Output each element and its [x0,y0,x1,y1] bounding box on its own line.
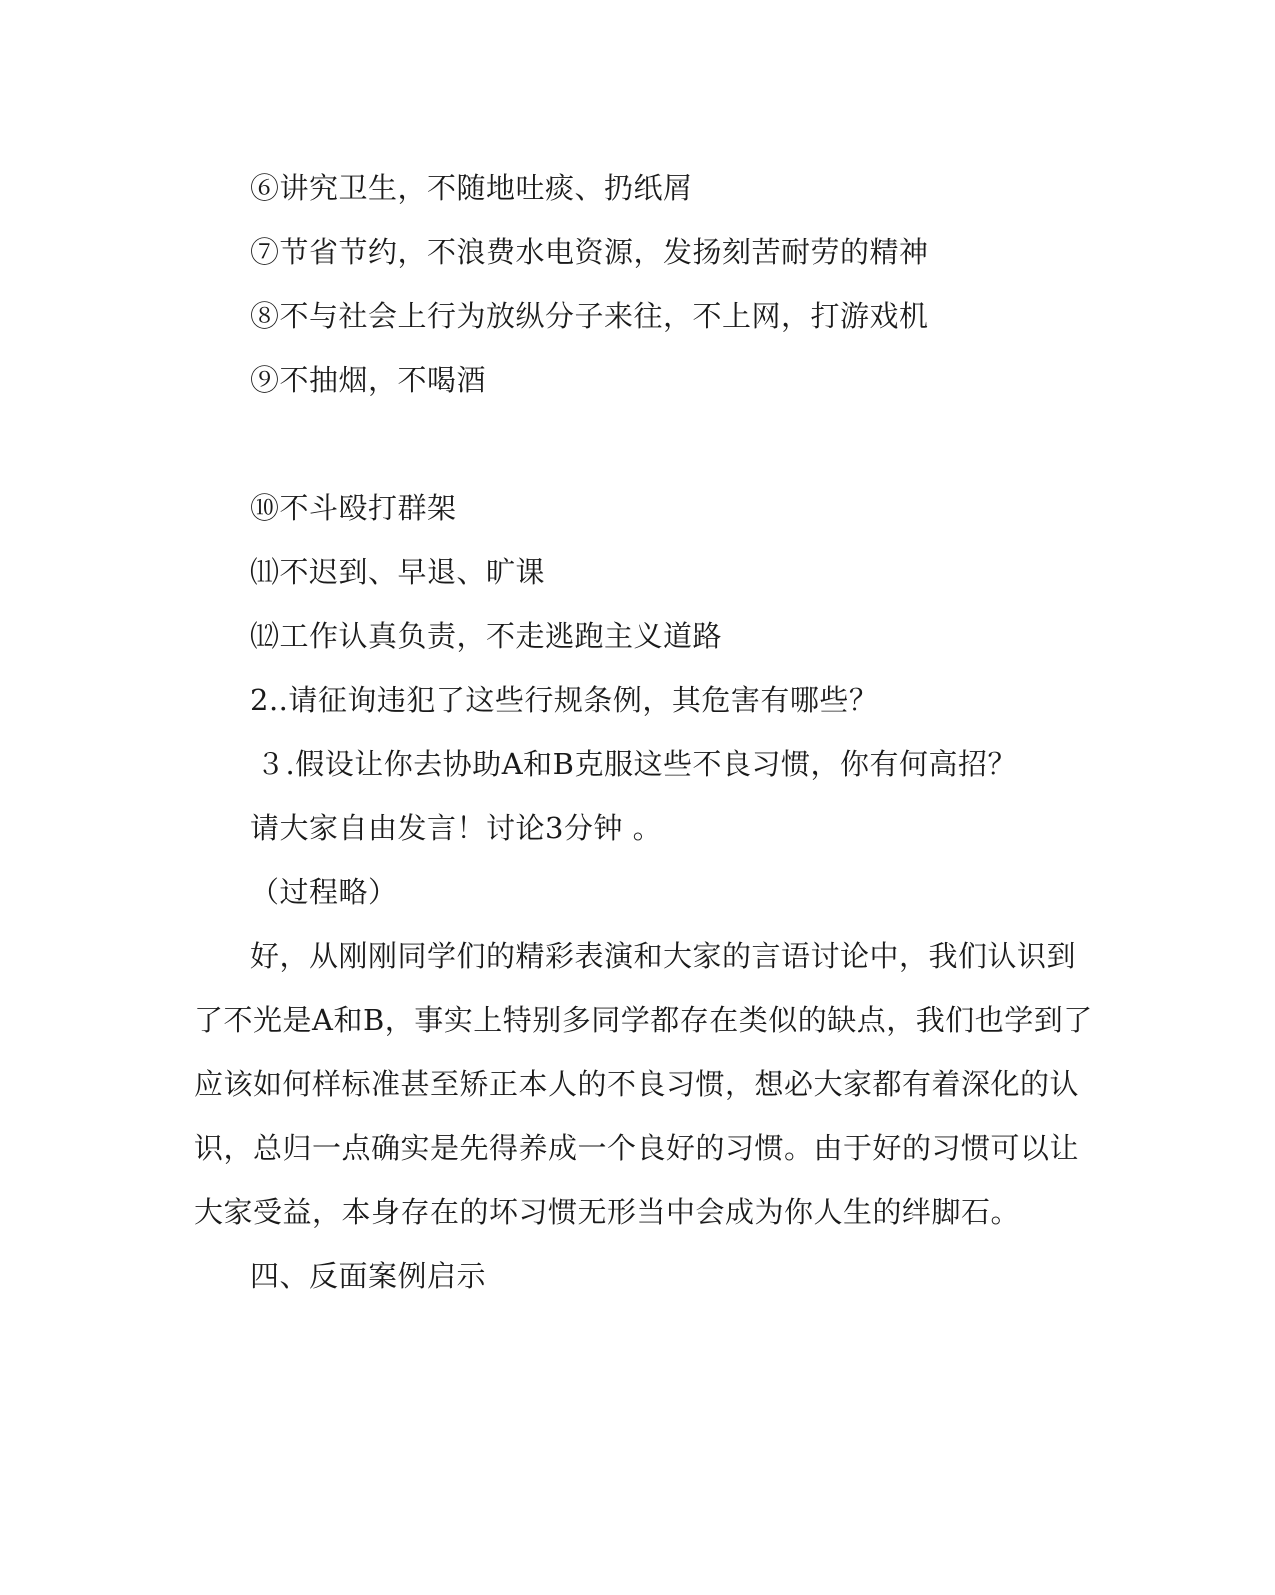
summary-line-3: 应该如何样标准甚至矫正本人的不良习惯，想必大家都有着深化的认 [194,1067,1080,1101]
rule-item-12: ⑿工作认真负责，不走逃跑主义道路 [250,619,723,653]
rule-item-9: ⑨不抽烟，不喝酒 [250,363,487,397]
summary-line-1: 好，从刚刚同学们的精彩表演和大家的言语讨论中，我们认识到 [250,939,1077,973]
summary-line-5: 大家受益，本身存在的坏习惯无形当中会成为你人生的绊脚石。 [194,1195,1021,1229]
rule-item-6: ⑥讲究卫生，不随地吐痰、扔纸屑 [250,171,693,205]
question-3: ３.假设让你去协助A和B克服这些不良习惯，你有何高招？ [256,747,1017,781]
summary-line-4: 识，总归一点确实是先得养成一个良好的习惯。由于好的习惯可以让 [194,1131,1080,1165]
summary-line-2: 了不光是A和B，事实上特别多同学都存在类似的缺点，我们也学到了 [194,1003,1093,1037]
process-note: （过程略） [250,875,398,909]
discussion-prompt: 请大家自由发言！讨论3分钟 。 [250,811,663,845]
rule-item-8: ⑧不与社会上行为放纵分子来往，不上网，打游戏机 [250,299,929,333]
section-heading: 四、反面案例启示 [250,1259,487,1293]
rule-item-7: ⑦节省节约，不浪费水电资源，发扬刻苦耐劳的精神 [250,235,929,269]
rule-item-10: ⑩不斗殴打群架 [250,491,457,525]
rule-item-11: ⑾不迟到、早退、旷课 [250,555,546,589]
question-2: 2..请征询违犯了这些行规条例，其危害有哪些？ [250,683,879,717]
